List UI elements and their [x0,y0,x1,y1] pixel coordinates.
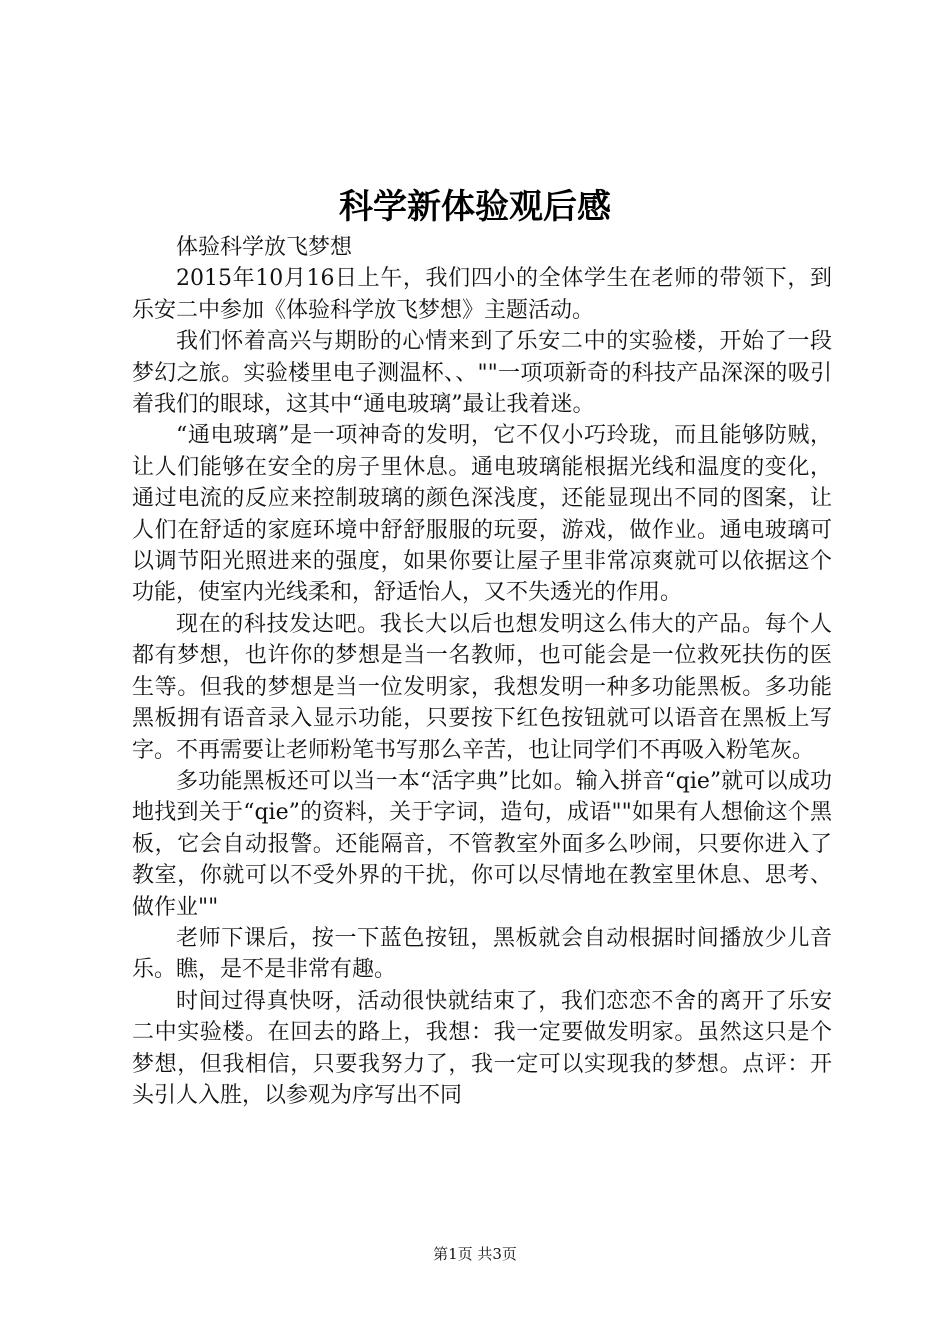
document-title: 科学新体验观后感 [339,187,611,227]
paragraph: 老师下课后，按一下蓝色按钮，黑板就会自动根据时间播放少儿音乐。瞧，是不是非常有趣。 [132,925,832,983]
paragraph: 时间过得真快呀，活动很快就结束了，我们恋恋不舍的离开了乐安二中实验楼。在回去的路上，我想：我一定要做发明家。虽然这只是个梦想，但我相信，只要我努力了，我一定可以实现我的梦想。点评：开头引人入胜，以参观为序写出不同 [132,988,832,1108]
paragraph: 2015年10月16日上午，我们四小的全体学生在老师的带领下，到乐安二中参加《体验科学放飞梦想》主题活动。 [132,266,832,323]
paragraph-subtitle: 体验科学放飞梦想 [176,235,353,260]
paragraph: 现在的科技发达吧。我长大以后也想发明这么伟大的产品。每个人都有梦想，也许你的梦想是当一名教师，也可能会是一位救死扶伤的医生等。但我的梦想是当一位发明家，我想发明一种多功能黑板。多功能黑板拥有语音录入显示功能，只要按下红色按钮就可以语音在黑板上写字。不再需要让老师粉笔书写那么辛苦，也让同学们不再吸入粉笔灰。 [132,611,832,763]
page-number-footer: 第1页 共3页 [433,1245,517,1263]
paragraph: 多功能黑板还可以当一本“活字典”比如。输入拼音“qie”就可以成功地找到关于“qie”的资料，关于字词，造句，成语""如果有人想偷这个黑板，它会自动报警。还能隔音，不管教室外面多么吵闹，只要你进入了教室，你就可以不受外界的干扰，你可以尽情地在教室里休息、思考、做作业"" [132,768,832,920]
paragraph: 我们怀着高兴与期盼的心情来到了乐安二中的实验楼，开始了一段梦幻之旅。实验楼里电子测温杯、、""一项项新奇的科技产品深深的吸引着我们的眼球，这其中“通电玻璃”最让我着迷。 [132,329,832,418]
paragraph: “通电玻璃”是一项神奇的发明，它不仅小巧玲珑，而且能够防贼，让人们能够在安全的房子里休息。通电玻璃能根据光线和温度的变化，通过电流的反应来控制玻璃的颜色深浅度，还能显现出不同的图案，让人们在舒适的家庭环境中舒舒服服的玩耍，游戏，做作业。通电玻璃可以调节阳光照进来的强度，如果你要让屋子里非常凉爽就可以依据这个功能，使室内光线柔和，舒适怡人，又不失透光的作用。 [132,423,832,606]
document-body [132,232,832,1111]
